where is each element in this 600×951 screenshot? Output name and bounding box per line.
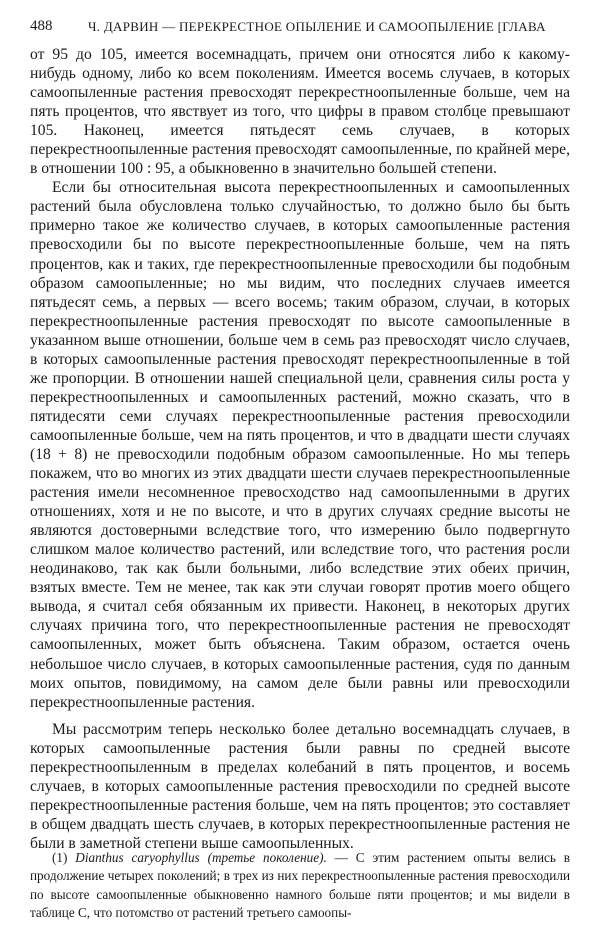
main-text xyxy=(30,45,570,853)
case-number: (1) xyxy=(52,850,68,865)
paragraph-detailed-cases: Мы рассмотрим теперь несколько более детально восемнадцать случаев, в которых самоопыленные растения были равны по средней высоте перекрестноопыленным в пределах колебаний в пять процентов, и восемь случаев, в которых самоопыленные растения превосходили по средней высоте перекрестноопыленные растения больше, чем на пять процентов; это составляет в общем двадцать шесть случаев, в которых перекрестноопыленные растения не были в заметной степени выше самоопыленных. xyxy=(30,720,570,852)
paragraph-relative-height: Если бы относительная высота перекрестноопыленных и самоопыленных растений была обусловлена только случайностью, то должно было бы быть примерно такое же количество случаев, в которых самоопыленные растения превосходили бы по высоте перекрестноопыленные больше, чем на пять процентов, как и таких, где перекрестноопыленные превосходили бы подобным образом самоопыленные; но мы видим, что последних случаев имеется пятьдесят семь, а первых — всего восемь; таким образом, случаи, в которых перекрестноопыленные растения превосходят по высоте самоопыленные в указанном выше отношении, больше чем в семь раз превосходят число случаев, в которых самоопыленные растения превосходят перекрестноопыленные в той же пропорции. В отношении нашей специальной цели, сравнения силы роста у перекрестноопыленных и самоопыленных растений, можно сказать, что в пятидесяти семи случаях перекрестноопыленные растения превосходили самоопыленные больше, чем на пять процентов, и что в двадцати шести случаях (18 + 8) не превосходили подобным образом самоопыленные. Но мы теперь покажем, что во многих из этих двадцати шести случаев перекрестноопыленные растения имели несомненное превосходство над самоопыленными в других отношениях, хотя и не по высоте, и что в других случаях средние высоты не являются достоверными вследствие того, что измерению было подвергнуто слишком малое количество растений, или вследствие того, что растения росли неодинаково, так как были больными, либо вследствие этих обеих причин, взятых вместе. Тем не менее, так как эти случаи говорят против моего общего вывода, я считал себя обязанным их привести. Наконец, в некоторых других случаях причина того, что перекрестноопыленные растения не превосходят самоопыленных, может быть объяснена. Таким образом, остается очень небольшое число случаев, в которых самоопыленные растения, судя по данным моих опытов, повидимому, на самом деле были равны или превосходили перекрестноопыленные растения. xyxy=(30,179,570,711)
case-description: — С этим растением опыты велись в продолжение четырех поколений; в трех из них перекрестноопыленные растения превосходили по высоте самоопыленные обыкновенно намного больше пяти процентов; и мы видели в таблице С, что потомство от растений третьего самоопы- xyxy=(30,850,571,921)
case-note-text xyxy=(30,849,570,923)
case-note xyxy=(30,849,570,923)
page-number: 488 xyxy=(30,18,53,34)
generation-label: (третье поколение). xyxy=(207,850,327,865)
species-name: Dianthus caryophyllus xyxy=(75,850,200,865)
page-header xyxy=(30,18,575,38)
running-title: Ч. ДАРВИН — ПЕРЕКРЕСТНОЕ ОПЫЛЕНИЕ И САМООПЫЛЕНИЕ [ГЛАВА xyxy=(88,19,546,34)
paragraph-continuation: от 95 до 105, имеется восемнадцать, причем они относятся либо к какому-нибудь одному, либо ко всем поколениям. Имеется восемь случаев, в которых самоопыленные растения превосходят перекрестноопыленные больше, чем на пять процентов, что явствует из того, что цифры в правом столбце превышают 105. Наконец, имеется пятьдесят семь случаев, в которых перекрестноопыленные растения превосходят самоопыленные, по крайней мере, в отношении 100 : 95, а обыкновенно в значительно большей степени. xyxy=(30,46,570,178)
